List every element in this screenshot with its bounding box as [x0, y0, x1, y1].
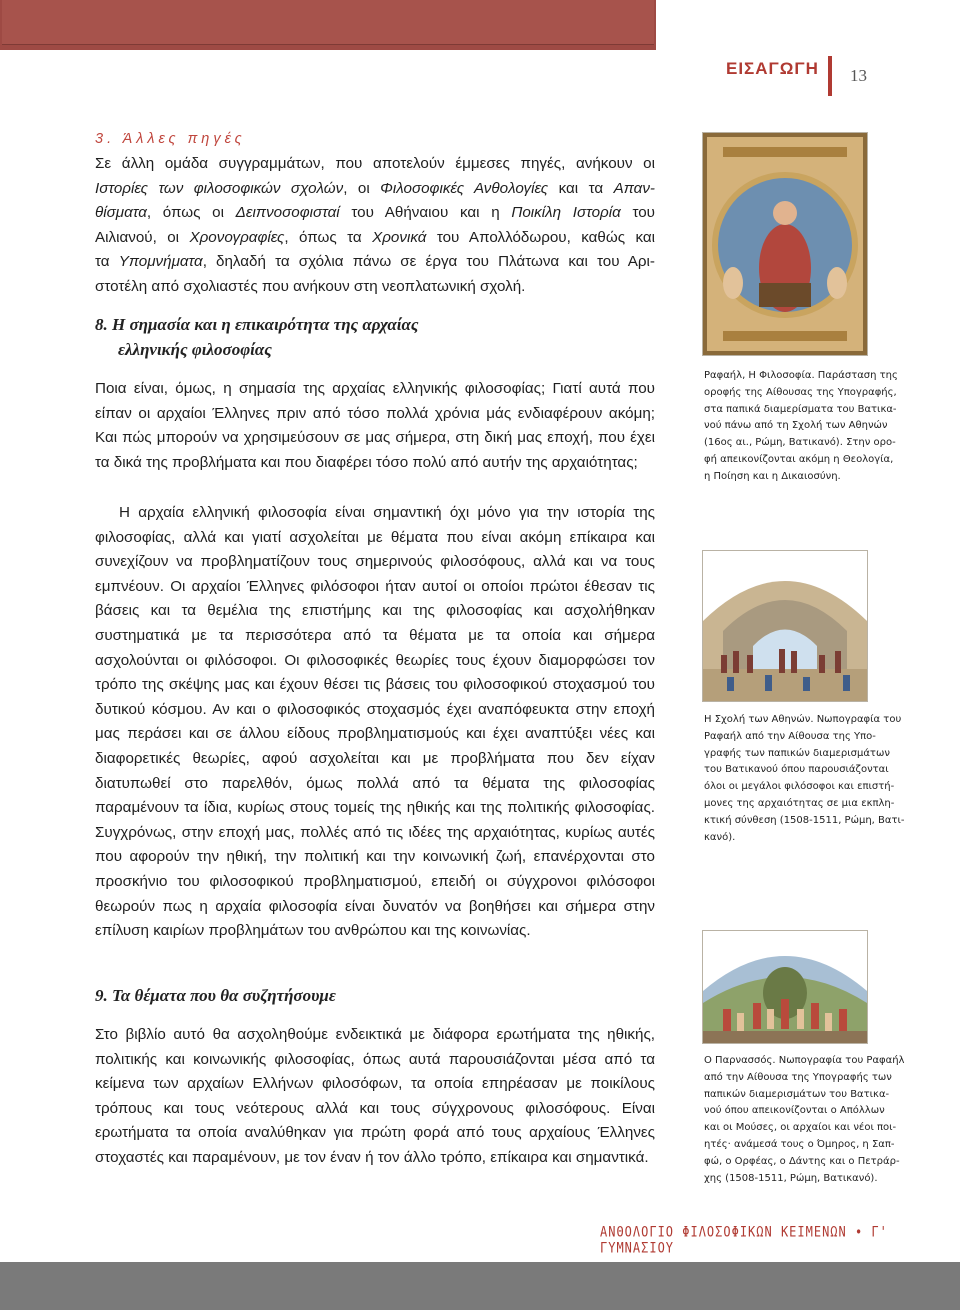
parnassus-caption [704, 1053, 905, 1187]
body-text: Σε άλλη ομάδα συγγραμμάτων, που αποτελούν έμμεσες πηγές, ανήκουν οι [95, 155, 655, 172]
body-text: , όπως οι [146, 204, 236, 222]
section-3-line [95, 275, 655, 300]
section-3-line [95, 250, 655, 275]
caption-line: χης (1508-1511, Ρώμη, Βατικανό). [704, 1172, 878, 1184]
header-divider [828, 56, 832, 96]
caption-line: στα παπικά διαμερίσματα του Βατικα- [704, 403, 897, 415]
italic-title-text: Φιλοσοφικές Ανθολογίες [380, 179, 549, 197]
caption-line: η Ποίηση και η Δικαιοσύνη. [704, 470, 841, 482]
caption-line: ητές· ανάμεσά τους ο Όμηρος, η Σαπ- [704, 1138, 895, 1150]
parnassus-image [702, 930, 868, 1044]
caption-line: μονες της αρχαιότητας σε μια εκπλη- [704, 797, 895, 809]
philosophy-fresco-image [702, 132, 868, 356]
caption-line: (16ος αι., Ρώμη, Βατικανό). Στην ορο- [704, 437, 896, 449]
section-3-line [95, 152, 655, 177]
section-3-heading: 3. Άλλες πηγές [95, 131, 246, 147]
caption-line: Ο Παρνασσός. Νωπογραφία του Ραφαήλ [704, 1055, 905, 1066]
section-8-heading-cont [118, 340, 272, 360]
italic-title-text: Ποικίλη Ιστορία [511, 204, 621, 222]
bottom-decorative-band [0, 1262, 960, 1310]
caption-line: φώ, ο Ορφέας, ο Δάντης και ο Πετράρ- [704, 1155, 900, 1167]
caption-line: γραφής των παπικών διαμερισμάτων [704, 747, 890, 759]
section-8-heading-line-2: ελληνικής φιλοσοφίας [118, 340, 272, 359]
body-text: , οι [343, 179, 381, 197]
section-8-heading [95, 315, 418, 335]
body-text: Αιλιανού, οι [95, 228, 190, 246]
caption-line: του Βατικανού όπου παρουσιάζονται [704, 764, 889, 776]
section-3-line [95, 177, 655, 202]
body-text: του Αθήναιου και η [339, 204, 512, 222]
body-text: του [620, 204, 655, 222]
section-3-line [95, 201, 655, 226]
caption-line: Η Σχολή των Αθηνών. Νωπογραφία του [704, 714, 902, 725]
caption-line: Ραφαήλ, Η Φιλοσοφία. Παράσταση της [704, 370, 898, 381]
section-9-paragraph: Στο βιβλίο αυτό θα ασχοληθούμε ενδεικτικά με διάφορα ερωτήματα της ηθικής, πολιτικής και κοινωνικής φιλοσοφίας, όπως αυτά παρουσιάζονται μέσα από τα κείμενα των αρχαίων Ελλήνων φιλοσόφων, τα οποία επηρέασαν με ποικίλους τρόπους και τους νεότερους αλλά και τους σύγχρονους φιλοσόφους. Είναι ερωτήματα τα οποία αναλύθηκαν για πρώτη φορά από τους αρχαίους Έλληνες στοχαστές και παραμένουν, με τον έναν ή τον άλλο τρόπο, επίκαιρα και σημαντικά. [95, 1026, 655, 1166]
caption-line: κανό). [704, 831, 736, 843]
caption-line: όλοι οι μεγάλοι φιλόσοφοι και επιστή- [704, 781, 895, 793]
caption-line: Ραφαήλ από την Αίθουσα της Υπο- [704, 730, 876, 742]
running-header-title: ΕΙΣΑΓΩΓΗ [726, 59, 819, 78]
section-8-heading-line-1: 8. Η σημασία και η επικαιρότητα της αρχαίας [95, 315, 419, 334]
school-of-athens-caption [704, 712, 905, 846]
italic-title-text: Χρονικά [372, 228, 427, 246]
caption-line: νού πάνω από τη Σχολή των Αθηνών [704, 420, 888, 432]
italic-title-text: Χρονογραφίες [189, 228, 285, 246]
italic-title-text: θίσματα [95, 204, 147, 222]
italic-title-text: Απαν- [613, 179, 655, 197]
italic-title-text: Ιστορίες των φιλοσοφικών σχολών [95, 179, 344, 197]
page-number: 13 [850, 66, 867, 85]
philosophy-caption [704, 368, 898, 486]
section-8-paragraph-2: Η αρχαία ελληνική φιλοσοφία είναι σημαντική όχι μόνο για την ιστορία της φιλοσοφίας, αλλά και γιατί ασχολείται με θέματα που είναι ακόμη επίκαιρα και συνεχίζουν να προβληματίζουν τους σημερινούς φιλοσόφους, αλλά και να τους εμπνέουν. Οι αρχαίοι Έλληνες φιλόσοφοι ήταν αυτοί οι οποίοι πρώτοι έθεσαν τις βάσεις και τα θεμέλια της επιστήμης και της φιλοσοφίας και ασχολήθηκαν συστηματικά με τα περισσότερα από τα θέματα με τα οποία και σήμερα ασχολούνται οι φιλόσοφοι. Οι φιλοσοφικές θεωρίες τους έχουν διαμορφώσει τον τρόπο της σκέψης μας και έχουν θέσει τις βάσεις του φιλοσοφικού στοχασμού του δυτικού κόσμου. Αν και ο φιλοσοφικός στοχασμός έχει αναπόφευκτα στην εποχή μας περάσει και σε άλλου είδους προβληματισμούς και έχει αναπτύξει νέες και διαφορετικές θεωρίες, αφού ασχολείται και με προβλήματα που δεν είχαν διατυπωθεί στο παρελθόν, όμως πολλά από τα θέματα της φιλοσοφίας παραμένουν τα ίδια, κυρίως στους τομείς της ηθικής και της πολιτικής φιλοσοφίας. Συγχρόνως, στην εποχή μας, πολλές από τις ιδέες της αρχαιότητας, κυρίως αυτές που αφορούν την ηθική, την πολιτική και την κοινωνική ζωή, επανέρχονται στο προσκήνιο του φιλοσοφικού προβληματισμού, επειδή οι σύγχρονοι φιλόσοφοι θεωρούν πως η αρχαία φιλοσοφία είναι δυνατόν να βοηθήσει και σήμερα στην επίλυση καιρίων προβλημάτων του ανθρώπου και της κοινωνίας. [95, 504, 655, 940]
caption-line: οροφής της Αίθουσας της Υπογραφής, [704, 386, 897, 398]
caption-line: νού όπου απεικονίζονται ο Απόλλων [704, 1105, 885, 1117]
body-text: του Απολλόδωρου, καθώς και [426, 228, 656, 246]
top-decorative-band [0, 0, 656, 50]
body-text: τα [95, 253, 119, 271]
section-3-line [95, 226, 655, 251]
book-title-footer: ΑΝΘΟΛΟΓΙΟ ΦΙΛΟΣΟΦΙΚΩΝ ΚΕΙΜΕΝΩΝ • Γ' ΓΥΜΝΑΣΙΟΥ [600, 1223, 888, 1257]
italic-title-text: Υπομνήματα [118, 253, 203, 271]
section-9-heading: 9. Τα θέματα που θα συζητήσουμε [95, 986, 336, 1005]
caption-line: και οι Μούσες, οι αρχαίοι και νέοι ποι- [704, 1122, 897, 1134]
italic-title-text: Δειπνοσοφισταί [235, 204, 340, 222]
caption-line: κτική σύνθεση (1508-1511, Ρώμη, Βατι- [704, 814, 905, 826]
caption-line: από την Αίθουσα της Υπογραφής των [704, 1071, 892, 1083]
school-of-athens-image [702, 550, 868, 702]
caption-line: παπικών διαμερισμάτων του Βατικα- [704, 1088, 890, 1100]
body-text: και τα [548, 179, 614, 197]
caption-line: φή απεικονίζονται ακόμη η Θεολογία, [704, 453, 894, 465]
section-8-paragraph-1: Ποια είναι, όμως, η σημασία της αρχαίας ελληνικής φιλοσοφίας; Γιατί αυτά που είπαν οι αρχαίοι Έλληνες πριν από τόσο πολλά χρόνια μάς ενδιαφέρουν ακόμη; Και πώς μπορούν να χρησιμεύσουν σε μας σήμερα, στη δική μας εποχή, που έχει τα δικά της προβλήματα και που διαφέρει τόσο πολύ από αυτήν της αρχαιότητας; [95, 380, 655, 471]
body-text: , δηλαδή τα σχόλια πάνω σε έργα του Πλάτωνα και του Αρι- [202, 253, 655, 271]
body-text: στοτέλη από σχολιαστές που ανήκουν στη νεοπλατωνική σχολή. [95, 278, 526, 295]
body-text: , όπως τα [284, 228, 373, 246]
